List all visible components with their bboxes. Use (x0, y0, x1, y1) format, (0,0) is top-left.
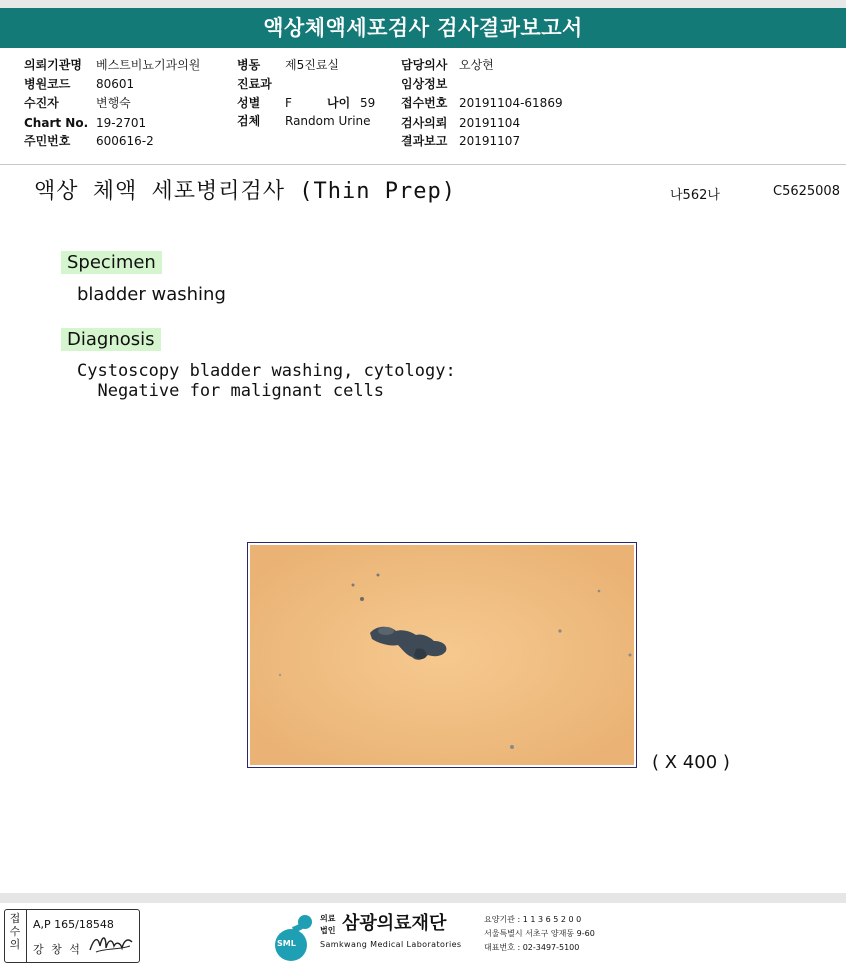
stamp-vertical-1: 접수 (9, 912, 21, 938)
lab-code: C5625008 (773, 184, 840, 199)
diagnosis-heading: Diagnosis (61, 328, 161, 351)
org-code-line: 요양기관 : 1 1 3 6 5 2 0 0 (484, 915, 582, 924)
org-address-line: 서울특별시 서초구 양재동 9-60 (484, 929, 595, 938)
org-prefix-2: 법인 (320, 926, 336, 935)
request-date-value: 20191104 (459, 116, 521, 130)
specimen-heading: Specimen (61, 251, 162, 274)
specimen-text: bladder washing (77, 284, 226, 305)
org-english: Samkwang Medical Laboratories (320, 940, 462, 949)
patient-value: 변행숙 (96, 96, 131, 110)
ward-value: 제5진료실 (285, 58, 340, 72)
footer-strip (0, 893, 846, 903)
micrograph-image (250, 545, 634, 765)
chart-value: 19-2701 (96, 116, 147, 130)
doctor-value: 오상현 (459, 58, 494, 72)
logo-text: SML (277, 939, 296, 948)
hospital-code-label: 병원코드 (24, 77, 71, 91)
pathologist-name: 강 창 석 (33, 943, 82, 956)
chart-label: Chart No. (24, 116, 89, 130)
sex-label: 성별 (237, 96, 261, 110)
report-banner-title: 액상체액세포검사 검사결과보고서 (0, 8, 846, 48)
id-value: 600616-2 (96, 134, 154, 148)
org-prefix-1: 의료 (320, 914, 336, 923)
request-date-label: 검사의뢰 (401, 116, 448, 130)
top-strip (0, 0, 846, 8)
id-label: 주민번호 (24, 134, 71, 148)
patient-label: 수진자 (24, 96, 59, 110)
dept-label: 진료과 (237, 77, 272, 91)
institution-value: 베스트비뇨기과의원 (96, 58, 201, 72)
clinical-label: 임상정보 (401, 77, 448, 91)
magnification-label: ( X 400 ) (652, 752, 730, 773)
age-label: 나이 (327, 96, 351, 110)
stamp-divider (26, 909, 27, 963)
hospital-code-value: 80601 (96, 77, 135, 91)
ap-number: A,P 165/18548 (33, 918, 114, 931)
org-name: 삼광의료재단 (342, 913, 447, 934)
divider (0, 164, 846, 165)
diagnosis-line-2: Negative for malignant cells (77, 381, 385, 401)
report-date-label: 결과보고 (401, 134, 448, 148)
accession-label: 접수번호 (401, 96, 448, 110)
sex-value: F (285, 96, 292, 110)
report-title: 액상 체액 세포병리검사 (Thin Prep) (34, 179, 456, 204)
report-date-value: 20191107 (459, 134, 521, 148)
org-phone-line: 대표번호 : 02-3497-5100 (484, 943, 580, 952)
cell-cluster-icon (250, 545, 634, 765)
specimen-type-label: 검체 (237, 114, 261, 128)
specimen-type-value: Random Urine (285, 114, 371, 128)
signature-icon (88, 930, 134, 960)
stamp-vertical-2: 의 (9, 938, 21, 951)
institution-label: 의뢰기관명 (24, 58, 82, 72)
doctor-label: 담당의사 (401, 58, 448, 72)
age-value: 59 (360, 96, 376, 110)
ward-label: 병동 (237, 58, 261, 72)
accession-value: 20191104-61869 (459, 96, 563, 110)
exam-code: 나562나 (670, 188, 720, 203)
diagnosis-line-1: Cystoscopy bladder washing, cytology: (77, 361, 456, 381)
